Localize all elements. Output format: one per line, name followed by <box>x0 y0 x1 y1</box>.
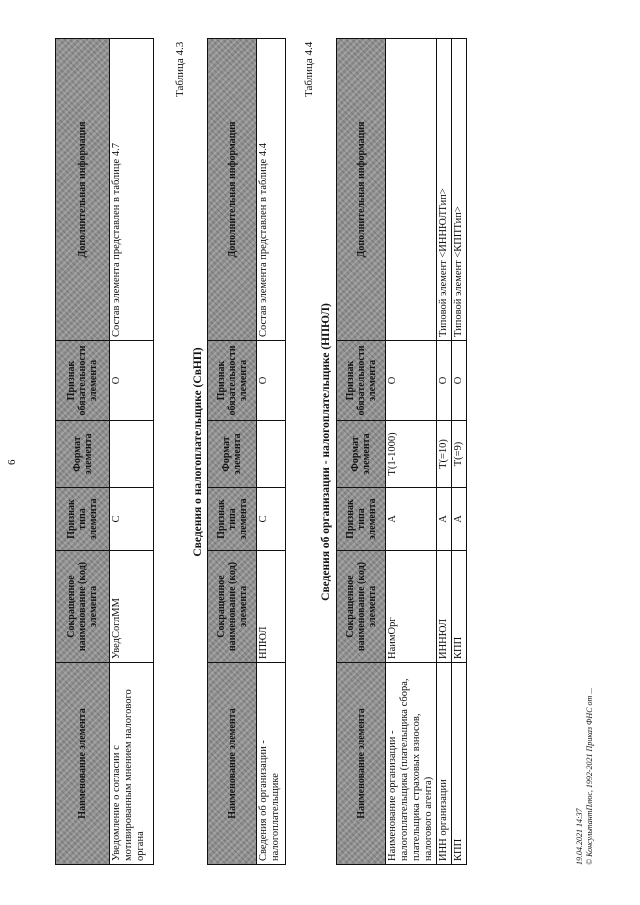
cell-name: Сведения об организации - налогоплательщике <box>257 663 286 865</box>
cell-code: КПП <box>452 551 467 663</box>
cell-type: А <box>437 488 452 551</box>
cell-required: О <box>437 341 452 421</box>
header-type: Признак типа элемента <box>56 488 110 551</box>
cell-code: НаимОрг <box>386 551 437 663</box>
cell-type: А <box>452 488 467 551</box>
header-code: Сокращенное наименование (код) элемента <box>208 551 257 663</box>
header-format: Формат элемента <box>208 421 257 488</box>
cell-format <box>110 421 154 488</box>
cell-type: С <box>257 488 286 551</box>
cell-code: ИННЮЛ <box>437 551 452 663</box>
footer-date: 19.04.2021 14:37 <box>575 808 584 865</box>
cell-type: А <box>386 488 437 551</box>
table-header-row <box>56 39 110 865</box>
table-header-row <box>208 39 257 865</box>
header-required: Признак обязательности элемента <box>56 341 110 421</box>
header-name: Наименование элемента <box>337 663 386 865</box>
cell-info: Состав элемента представлен в таблице 4.4 <box>257 39 286 341</box>
cell-format: Т(1-1000) <box>386 421 437 488</box>
footer-source: © КонсультантПлюс, 1992-2021 Приказ ФНС от ... <box>585 687 594 865</box>
cell-required: О <box>452 341 467 421</box>
header-name: Наименование элемента <box>56 663 110 865</box>
cell-type: С <box>110 488 154 551</box>
table-caption: Таблица 4.3 <box>174 41 186 97</box>
cell-code: НПЮЛ <box>257 551 286 663</box>
cell-format: Т(=10) <box>437 421 452 488</box>
table-4-3 <box>207 38 286 865</box>
page-number: 6 <box>6 459 18 465</box>
table-row <box>386 39 437 865</box>
cell-code: УведСоглММ <box>110 551 154 663</box>
section-title: Сведения об организации - налогоплательщике (НПЮЛ) <box>320 303 332 601</box>
header-code: Сокращенное наименование (код) элемента <box>337 551 386 663</box>
cell-name: КПП <box>452 663 467 865</box>
table-caption: Таблица 4.4 <box>303 41 315 97</box>
cell-info: Типовой элемент <ИННЮЛТип> <box>437 39 452 341</box>
cell-name: Уведомление о согласии с мотивированным мнением налогового органа <box>110 663 154 865</box>
table-4-2 <box>55 38 154 865</box>
cell-format <box>257 421 286 488</box>
cell-name: ИНН организации <box>437 663 452 865</box>
table-row <box>257 39 286 865</box>
footer-stamp <box>575 688 595 865</box>
cell-info: Типовой элемент <КППТип> <box>452 39 467 341</box>
table-row <box>437 39 452 865</box>
cell-format: Т(=9) <box>452 421 467 488</box>
header-name: Наименование элемента <box>208 663 257 865</box>
header-required: Признак обязательности элемента <box>208 341 257 421</box>
table-row <box>110 39 154 865</box>
header-info: Дополнительная информация <box>208 39 257 341</box>
cell-required: О <box>110 341 154 421</box>
cell-required: О <box>386 341 437 421</box>
cell-info <box>386 39 437 341</box>
cell-required: О <box>257 341 286 421</box>
header-format: Формат элемента <box>56 421 110 488</box>
header-info: Дополнительная информация <box>56 39 110 341</box>
header-code: Сокращенное наименование (код) элемента <box>56 551 110 663</box>
header-format: Формат элемента <box>337 421 386 488</box>
table-row <box>452 39 467 865</box>
table-4-4 <box>336 38 467 865</box>
header-type: Признак типа элемента <box>208 488 257 551</box>
section-title: Сведения о налогоплательщике (СвНП) <box>192 347 204 557</box>
cell-name: Наименование организации - налогоплательщика (плательщика сбора, плательщика страховых взносов, налогового агента) <box>386 663 437 865</box>
table-header-row <box>337 39 386 865</box>
cell-info: Состав элемента представлен в таблице 4.7 <box>110 39 154 341</box>
header-required: Признак обязательности элемента <box>337 341 386 421</box>
header-info: Дополнительная информация <box>337 39 386 341</box>
header-type: Признак типа элемента <box>337 488 386 551</box>
